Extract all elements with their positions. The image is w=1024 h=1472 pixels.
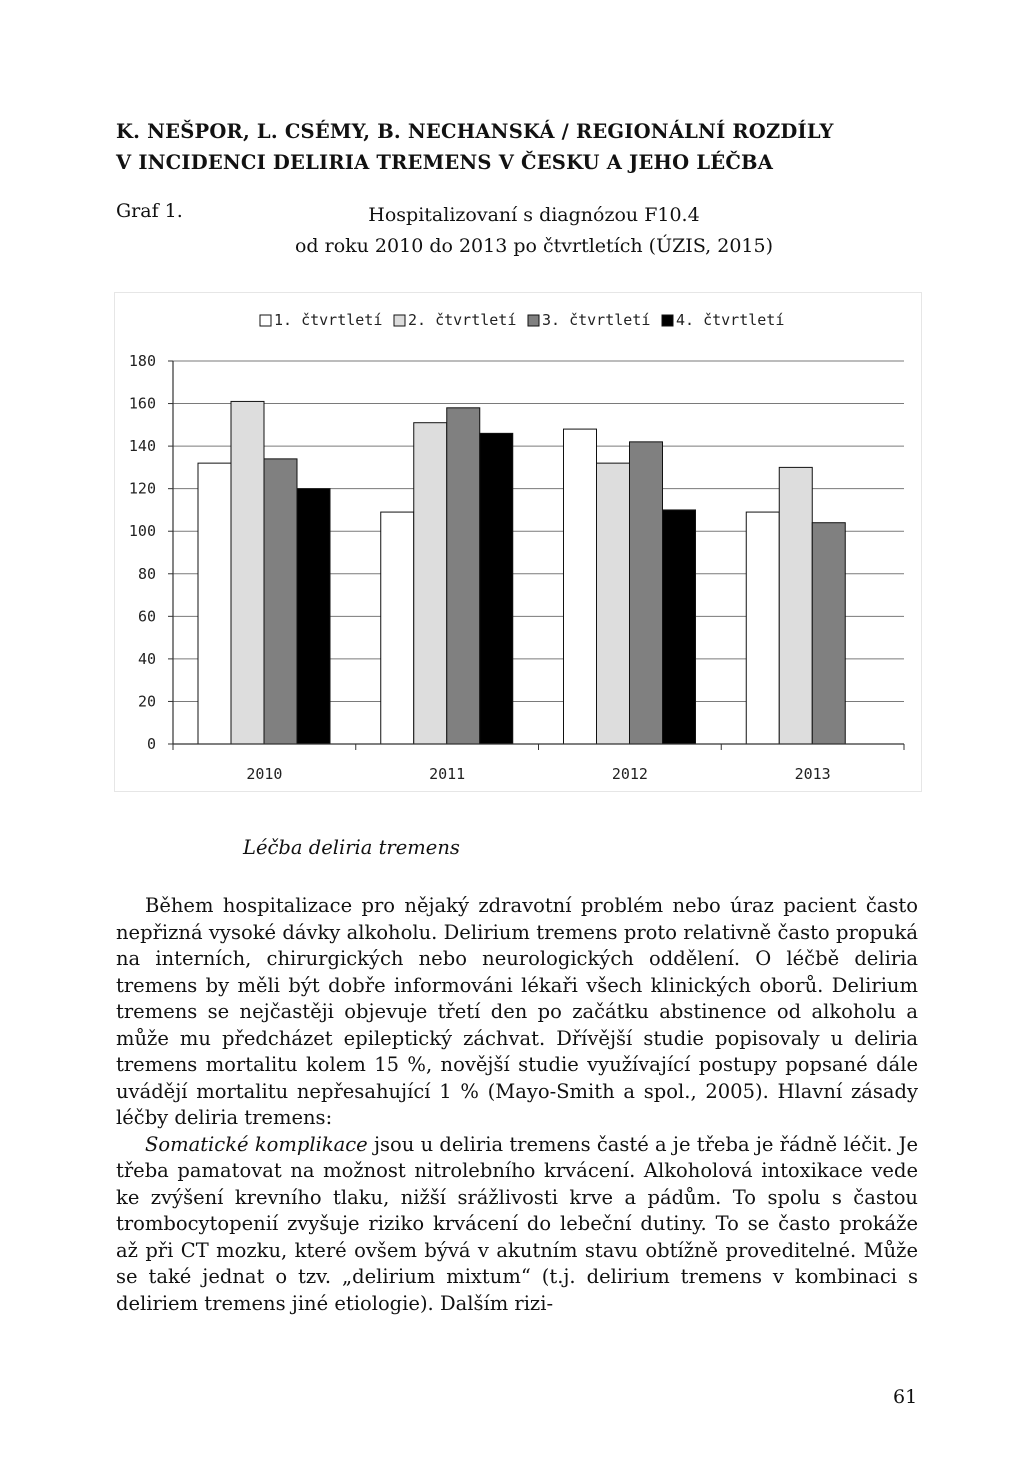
header-line-1: K. NEŠPOR, L. CSÉMY, B. NECHANSKÁ / REGIONÁLNÍ ROZDÍLY [116,120,834,143]
y-tick-label: 160 [128,394,156,413]
paragraph-1: Během hospitalizace pro nějaký zdravotní problém nebo úraz pacient často nepřizná vysoké dávky alkoholu. Delirium tremens proto relativně často propuká na interních, chirurgických nebo neurologických oddělení. O léčbě deliria tremens by měli být dobře informováni lékaři všech klinických oborů. Delirium tremens se nejčastěji objevuje třetí den po začátku abstinence od alkoholu a může mu předcházet epileptický záchvat. Dřívější studie popisovaly u deliria tremens mortalitu kolem 15 %, novější studie využívající postupy popsané dále uvádějí mortalitu nepřesahující 1 % (Mayo-Smith a spol., 2005). Hlavní zásady léčby deliria tremens: [116,894,918,1129]
y-tick-label: 180 [128,352,156,370]
legend-label: 1. čtvrtletí [274,311,383,329]
x-tick-label: 2010 [246,765,283,783]
figure-title-line-2: od roku 2010 do 2013 po čtvrtletích (ÚZIS, 2015) [294,235,773,257]
bar-2012-q3 [630,442,663,744]
paragraph-2-italic: Somatické komplikace [145,1132,368,1156]
figure-title [116,200,922,262]
x-tick-label: 2012 [611,765,648,783]
bar-2010-q4 [297,489,330,744]
bar-2013-q2 [779,467,812,744]
bar-2011-q2 [414,423,447,744]
bar-2013-q1 [746,512,779,744]
paragraph-2-text: jsou u deliria tremens časté a je třeba je řádně léčit. Je třeba pamatovat na možnost nitrolebního krvácení. Alkoholová intoxikace vede ke zvýšení krevního tlaku, nižší srážlivosti krve a pádům. To spolu s častou trombocytopenií zvyšuje riziko krvácení do lebeční dutiny. To se často prokáže až při CT mozku, které ovšem bývá v akutním stavu obtížně proveditelné. Může se také jednat o tzv. „delirium mixtum“ (t.j. delirium tremens v kombinaci s deliriem tremens jiné etiologie). Dalším rizi- [116,1132,919,1315]
bar-2010-q2 [231,401,264,744]
figure-label: Graf 1. [116,200,183,222]
legend-swatch [528,315,539,326]
bar-2011-q3 [447,408,480,744]
bar-2012-q4 [663,510,696,744]
page-number: 61 [893,1386,918,1408]
legend-swatch [662,315,673,326]
bar-2013-q3 [812,523,845,744]
bar-2012-q1 [564,429,597,744]
x-tick-label: 2011 [429,765,466,783]
legend-label: 4. čtvrtletí [676,311,785,329]
bar-chart [114,292,924,794]
body-text [116,893,918,1317]
bar-2010-q3 [264,459,297,744]
header-line-2: V INCIDENCI DELIRIA TREMENS V ČESKU A JEHO LÉČBA [116,151,774,174]
figure-title-line-1: Hospitalizovaní s diagnózou F10.4 [368,204,700,226]
y-tick-label: 140 [128,437,156,456]
running-header [116,116,916,178]
legend-swatch [394,315,405,326]
x-tick-label: 2013 [794,765,831,783]
y-tick-label: 0 [146,735,156,753]
bar-2011-q4 [480,433,513,744]
legend-swatch [260,315,271,326]
y-tick-label: 120 [128,479,156,498]
bar-2012-q2 [597,463,630,744]
legend-label: 3. čtvrtletí [542,311,651,329]
y-tick-label: 40 [137,649,156,668]
y-tick-label: 80 [137,564,156,583]
y-tick-label: 20 [137,692,156,711]
legend-label: 2. čtvrtletí [408,311,517,329]
paragraph-2 [116,1132,918,1318]
bar-2010-q1 [198,463,231,744]
y-tick-label: 100 [128,522,156,541]
section-title: Léčba deliria tremens [243,836,460,859]
y-tick-label: 60 [137,607,156,626]
bar-2011-q1 [381,512,414,744]
